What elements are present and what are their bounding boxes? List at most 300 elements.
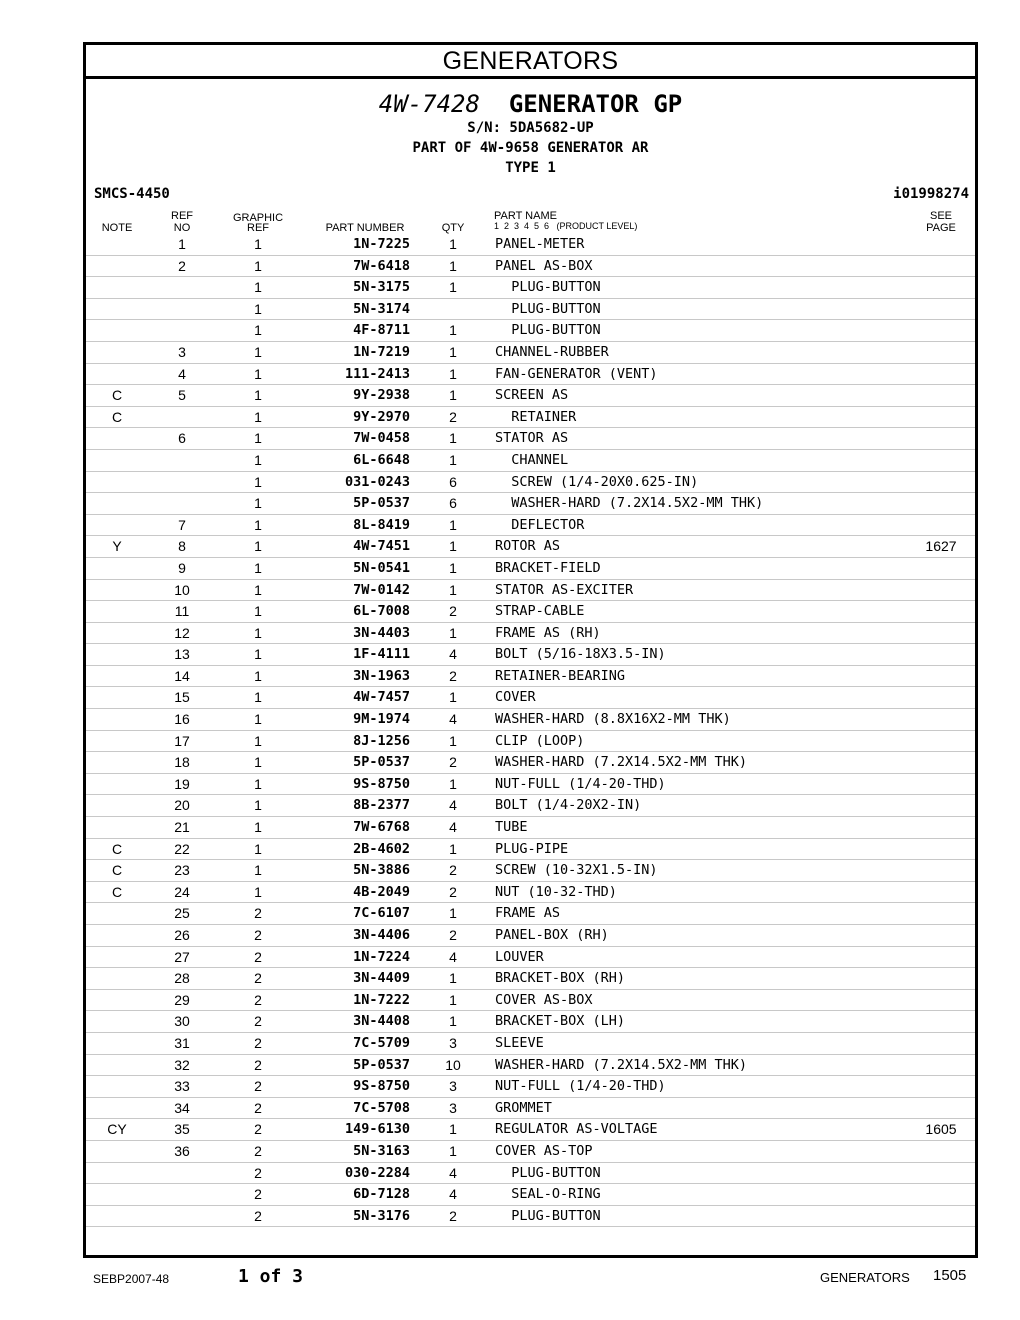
table-row [86,256,975,278]
table-row [86,320,975,342]
part-of-line: PART OF 4W-9658 GENERATOR AR [412,140,649,156]
table-row [86,364,975,386]
part-name-cell: BRACKET-BOX (RH) [495,970,626,987]
graphic-ref-cell: 1 [254,840,262,857]
part-number-cell: 8B-2377 [353,797,410,814]
part-number-cell: 3N-4409 [353,970,410,987]
part-number-cell: 1N-7224 [353,948,410,965]
header-qty: QTY [441,222,465,234]
qty-cell: 4 [449,797,457,814]
part-name-cell: PANEL-METER [495,236,585,252]
part-number-cell: 6L-7008 [353,603,410,620]
qty-cell: 2 [449,667,457,684]
graphic-ref-cell: 1 [254,819,262,836]
ref-number-cell: 26 [174,927,190,943]
table-row [86,1011,975,1033]
graphic-ref-cell: 2 [254,1099,262,1116]
type-line: TYPE 1 [505,160,556,176]
part-name-cell: SCREW (1/4-20X0.625-IN) [495,473,699,490]
part-number-cell: 031-0243 [344,473,410,490]
note-cell: Y [112,538,122,555]
header-part-name: PART NAME [494,210,557,222]
part-name-cell: CHANNEL [495,451,569,468]
header-note: NOTE [101,222,133,234]
table-row [86,1206,975,1228]
table-row [86,407,975,429]
part-number-cell: 9Y-2970 [353,408,410,425]
part-name-cell: SCREW (10-32X1.5-IN) [495,862,658,879]
qty-cell: 2 [449,927,457,943]
part-number-cell: 2B-4602 [353,840,410,857]
part-name-cell: REGULATOR AS-VOLTAGE [495,1121,658,1138]
part-number-cell: 149-6130 [344,1121,410,1138]
part-number-cell: 5N-3174 [353,300,410,317]
part-number-cell: 4F-8711 [353,322,410,339]
header-product-level: 1 2 3 4 5 6 (PRODUCT LEVEL) [494,221,638,231]
ref-number-cell: 22 [174,840,190,857]
part-number-cell: 7W-6768 [353,819,410,836]
graphic-ref-cell: 1 [254,883,262,900]
qty-cell: 1 [449,1013,457,1030]
serial-number: S/N: 5DA5682-UP [467,120,594,136]
ref-number-cell: 24 [174,883,190,900]
note-cell: C [111,883,123,900]
part-number-cell: 5N-3176 [353,1207,410,1224]
part-number-cell: 111-2413 [344,365,410,382]
qty-cell: 1 [449,430,457,447]
part-name-cell: STATOR AS [495,430,569,447]
qty-cell: 1 [449,322,457,339]
table-row [86,839,975,861]
part-name-cell: SEAL-O-RING [495,1186,601,1203]
ref-number-cell: 12 [174,624,190,641]
page-number: 1505 [933,1267,967,1284]
qty-cell: 4 [449,1164,457,1181]
graphic-ref-cell: 2 [254,1056,262,1073]
graphic-ref-cell: 1 [254,689,262,706]
part-number-cell: 8L-8419 [353,516,410,533]
graphic-ref-cell: 1 [254,495,262,512]
part-name-cell: BRACKET-BOX (LH) [495,1013,626,1030]
graphic-ref-cell: 2 [254,1013,262,1030]
note-cell: C [111,408,123,425]
part-number-cell: 4W-7457 [353,689,410,706]
table-row [86,925,975,947]
ref-number-cell: 25 [174,905,190,922]
part-name-cell: PLUG-BUTTON [495,300,601,317]
qty-cell: 1 [449,970,457,987]
part-name-cell: SCREEN AS [495,387,569,404]
part-name-cell: PLUG-BUTTON [495,1164,601,1181]
part-number-cell: 7C-5708 [353,1099,410,1116]
table-row [86,1184,975,1206]
part-number-cell: 9Y-2938 [353,387,410,404]
graphic-ref-cell: 1 [254,408,262,425]
graphic-ref-cell: 1 [254,732,262,749]
header-see-top: SEE [929,210,952,222]
graphic-ref-cell: 1 [254,279,262,296]
ref-number-cell: 8 [178,538,186,555]
part-number-cell: 9S-8750 [353,1078,410,1095]
part-name-cell: TUBE [495,819,528,836]
group-part-number: 4W-7428 [378,90,480,118]
graphic-ref-cell: 1 [254,624,262,641]
table-row [86,860,975,882]
table-row [86,990,975,1012]
table-row [86,731,975,753]
part-number-cell: 5P-0537 [353,754,410,771]
table-row [86,515,975,537]
ref-number-cell: 36 [174,1142,190,1159]
table-row [86,472,975,494]
part-number-cell: 3N-4408 [353,1013,410,1030]
ref-number-cell: 10 [174,581,190,598]
graphic-ref-cell: 1 [254,603,262,620]
part-number-cell: 5N-3886 [353,862,410,879]
part-name-cell: ROTOR AS [495,538,561,555]
table-row [86,277,975,299]
graphic-ref-cell: 1 [254,797,262,814]
part-name-cell: NUT (10-32-THD) [495,883,617,900]
part-name-cell: COVER AS-TOP [495,1142,593,1159]
part-number-cell: 6L-6648 [353,451,410,468]
see-page-cell: 1627 [925,538,957,555]
part-number-cell: 7W-0142 [353,581,410,598]
parts-table [86,234,975,1227]
graphic-ref-cell: 1 [254,538,262,555]
qty-cell: 1 [449,343,457,360]
ref-number-cell: 30 [174,1013,190,1030]
part-name-cell: PANEL-BOX (RH) [495,927,609,943]
part-name-cell: STRAP-CABLE [495,603,585,620]
part-number-cell: 5P-0537 [353,495,410,512]
ref-number-cell: 29 [174,991,190,1008]
qty-cell: 4 [449,948,457,965]
column-headers [86,209,975,237]
qty-cell: 4 [449,711,457,728]
doc-id: SEBP2007-48 [93,1272,170,1286]
qty-cell: 1 [449,991,457,1008]
qty-cell: 1 [449,905,457,922]
part-number-cell: 5N-3175 [353,279,410,296]
qty-cell: 2 [449,862,457,879]
part-name-cell: BRACKET-FIELD [495,559,601,576]
table-row [86,450,975,472]
smcs-code: SMCS-4450 [94,186,170,202]
part-name-cell: COVER AS-BOX [495,991,593,1008]
ref-number-cell: 28 [174,970,190,987]
part-number-cell: 7C-5709 [353,1034,410,1051]
table-row [86,774,975,796]
qty-cell: 4 [449,646,457,663]
graphic-ref-cell: 2 [254,948,262,965]
qty-cell: 1 [449,732,457,749]
ref-number-cell: 2 [178,257,186,274]
ref-number-cell: 7 [178,516,186,533]
ref-number-cell: 21 [174,819,190,836]
qty-cell: 1 [449,689,457,706]
note-cell: C [111,862,123,879]
part-name-cell: COVER [495,689,536,706]
header-ref-bottom: NO [173,222,191,234]
qty-cell: 4 [449,1186,457,1203]
part-name-cell: GROMMET [495,1099,552,1116]
table-row [86,1055,975,1077]
part-name-cell: BOLT (1/4-20X2-IN) [495,797,642,814]
table-row [86,623,975,645]
table-row [86,299,975,321]
part-number-cell: 1N-7222 [353,991,410,1008]
qty-cell: 1 [449,279,457,296]
ref-number-cell: 6 [178,430,186,447]
part-number-cell: 1N-7225 [353,236,410,252]
qty-cell: 6 [449,495,457,512]
illustration-id: i01998274 [893,186,969,202]
graphic-ref-cell: 2 [254,991,262,1008]
ref-number-cell: 23 [174,862,190,879]
qty-cell: 1 [449,559,457,576]
part-name-cell: RETAINER [495,408,577,425]
qty-cell: 4 [449,819,457,836]
table-row [86,1119,975,1141]
table-row [86,1098,975,1120]
part-name-cell: FRAME AS [495,905,561,922]
part-number-cell: 3N-4403 [353,624,410,641]
part-name-cell: NUT-FULL (1/4-20-THD) [495,775,666,792]
part-number-cell: 1N-7219 [353,343,410,360]
part-name-cell: WASHER-HARD (7.2X14.5X2-MM THK) [495,1056,747,1073]
graphic-ref-cell: 2 [254,1164,262,1181]
header-part-number: PART NUMBER [325,222,405,234]
graphic-ref-cell: 1 [254,473,262,490]
part-number-cell: 9S-8750 [353,775,410,792]
table-row [86,558,975,580]
part-name-cell: DEFLECTOR [495,516,585,533]
qty-cell: 2 [449,408,457,425]
qty-cell: 1 [449,581,457,598]
part-number-cell: 1F-4111 [353,646,410,663]
part-name-cell: WASHER-HARD (7.2X14.5X2-MM THK) [495,754,747,771]
ref-number-cell: 33 [174,1078,190,1095]
table-row [86,1076,975,1098]
header-see-bottom: PAGE [926,222,956,234]
part-number-cell: 4W-7451 [353,538,410,555]
qty-cell: 1 [449,387,457,404]
part-number-cell: 5N-3163 [353,1142,410,1159]
graphic-ref-cell: 2 [254,1186,262,1203]
qty-cell: 3 [449,1099,457,1116]
ref-number-cell: 16 [174,711,190,728]
table-row [86,385,975,407]
table-row [86,947,975,969]
part-name-cell: BOLT (5/16-18X3.5-IN) [495,646,666,663]
graphic-ref-cell: 1 [254,775,262,792]
table-row [86,493,975,515]
graphic-ref-cell: 1 [254,559,262,576]
part-name-cell: NUT-FULL (1/4-20-THD) [495,1078,666,1095]
graphic-ref-cell: 1 [254,257,262,274]
graphic-ref-cell: 1 [254,667,262,684]
part-number-cell: 6D-7128 [353,1186,410,1203]
graphic-ref-cell: 1 [254,862,262,879]
ref-number-cell: 18 [174,754,190,771]
graphic-ref-cell: 1 [254,300,262,317]
header-graphic-bottom: REF [247,222,269,234]
ref-number-cell: 14 [174,667,190,684]
part-number-cell: 8J-1256 [353,732,410,749]
qty-cell: 2 [449,1207,457,1224]
graphic-ref-cell: 2 [254,1121,262,1138]
ref-number-cell: 35 [174,1121,190,1138]
part-number-cell: 5P-0537 [353,1056,410,1073]
qty-cell: 1 [449,840,457,857]
table-row [86,882,975,904]
ref-number-cell: 11 [174,603,190,620]
part-number-cell: 7C-6107 [353,905,410,922]
graphic-ref-cell: 2 [254,905,262,922]
group-name: GENERATOR GP [508,90,683,118]
ref-number-cell: 17 [174,732,190,749]
qty-cell: 2 [449,754,457,771]
qty-cell: 2 [449,603,457,620]
part-name-cell: WASHER-HARD (8.8X16X2-MM THK) [495,711,731,728]
header-graphic-top: GRAPHIC [232,212,284,224]
parts-list-frame [83,42,978,1258]
ref-number-cell: 27 [174,948,190,965]
graphic-ref-cell: 1 [254,646,262,663]
table-row [86,666,975,688]
ref-number-cell: 19 [174,775,190,792]
part-name-cell: CHANNEL-RUBBER [495,343,609,360]
ref-number-cell: 13 [174,646,190,663]
part-name-cell: SLEEVE [495,1034,544,1051]
qty-cell: 1 [449,624,457,641]
table-row [86,234,975,256]
qty-cell: 1 [449,538,457,555]
graphic-ref-cell: 2 [254,970,262,987]
section-title: GENERATORS [86,45,975,79]
table-row [86,752,975,774]
qty-cell: 3 [449,1078,457,1095]
ref-number-cell: 9 [178,559,186,576]
graphic-ref-cell: 1 [254,451,262,468]
table-row [86,580,975,602]
part-name-cell: WASHER-HARD (7.2X14.5X2-MM THK) [495,495,764,512]
ref-number-cell: 15 [174,689,190,706]
graphic-ref-cell: 1 [254,343,262,360]
table-row [86,536,975,558]
see-page-cell: 1605 [925,1121,957,1138]
part-name-cell: STATOR AS-EXCITER [495,581,634,598]
graphic-ref-cell: 1 [254,430,262,447]
table-row [86,687,975,709]
ref-number-cell: 20 [174,797,190,814]
part-number-cell: 3N-4406 [353,927,410,943]
part-number-cell: 7W-0458 [353,430,410,447]
ref-number-cell: 3 [178,343,186,360]
graphic-ref-cell: 1 [254,754,262,771]
qty-cell: 6 [449,473,457,490]
qty-cell: 1 [449,257,457,274]
title-block [86,90,975,178]
part-name-cell: FAN-GENERATOR (VENT) [495,365,658,382]
qty-cell: 1 [449,516,457,533]
ref-number-cell: 32 [174,1056,190,1073]
qty-cell: 10 [445,1056,461,1073]
qty-cell: 1 [449,775,457,792]
graphic-ref-cell: 2 [254,1142,262,1159]
table-row [86,1163,975,1185]
part-name-cell: RETAINER-BEARING [495,667,626,684]
part-name-cell: CLIP (LOOP) [495,732,585,749]
part-number-cell: 030-2284 [344,1164,410,1181]
part-number-cell: 9M-1974 [353,711,410,728]
qty-cell: 1 [449,1121,457,1138]
qty-cell: 2 [449,883,457,900]
table-row [86,644,975,666]
table-row [86,428,975,450]
ref-number-cell: 31 [174,1034,190,1051]
ref-number-cell: 34 [174,1099,190,1116]
part-name-cell: PLUG-BUTTON [495,1207,601,1224]
part-name-cell: PLUG-BUTTON [495,322,601,339]
ref-number-cell: 1 [178,236,186,252]
graphic-ref-cell: 2 [254,927,262,943]
part-name-cell: PLUG-BUTTON [495,279,601,296]
part-name-cell: FRAME AS (RH) [495,624,601,641]
header-ref-top: REF [171,210,193,222]
part-number-cell: 7W-6418 [353,257,410,274]
graphic-ref-cell: 1 [254,365,262,382]
table-row [86,1141,975,1163]
part-number-cell: 5N-0541 [353,559,410,576]
graphic-ref-cell: 2 [254,1078,262,1095]
qty-cell: 1 [449,451,457,468]
ref-number-cell: 4 [178,365,186,382]
qty-cell: 1 [449,365,457,382]
table-row [86,342,975,364]
part-name-cell: PLUG-PIPE [495,840,569,857]
part-number-cell: 3N-1963 [353,667,410,684]
qty-cell: 1 [449,236,457,252]
qty-cell: 3 [449,1034,457,1051]
ref-number-cell: 5 [178,387,186,404]
graphic-ref-cell: 1 [254,516,262,533]
graphic-ref-cell: 2 [254,1034,262,1051]
footer-section: GENERATORS [820,1270,910,1285]
table-row [86,903,975,925]
graphic-ref-cell: 1 [254,236,262,252]
graphic-ref-cell: 1 [254,581,262,598]
table-row [86,795,975,817]
graphic-ref-cell: 1 [254,711,262,728]
table-row [86,601,975,623]
graphic-ref-cell: 2 [254,1207,262,1224]
table-row [86,1033,975,1055]
graphic-ref-cell: 1 [254,322,262,339]
group-title [86,90,975,118]
note-cell: CY [107,1121,127,1138]
page-of: 1 of 3 [238,1266,304,1287]
part-name-cell: LOUVER [495,948,544,965]
part-name-cell: PANEL AS-BOX [495,257,593,274]
table-row [86,817,975,839]
note-cell: C [111,840,123,857]
table-row [86,968,975,990]
note-cell: C [111,387,123,404]
graphic-ref-cell: 1 [254,387,262,404]
table-row [86,709,975,731]
